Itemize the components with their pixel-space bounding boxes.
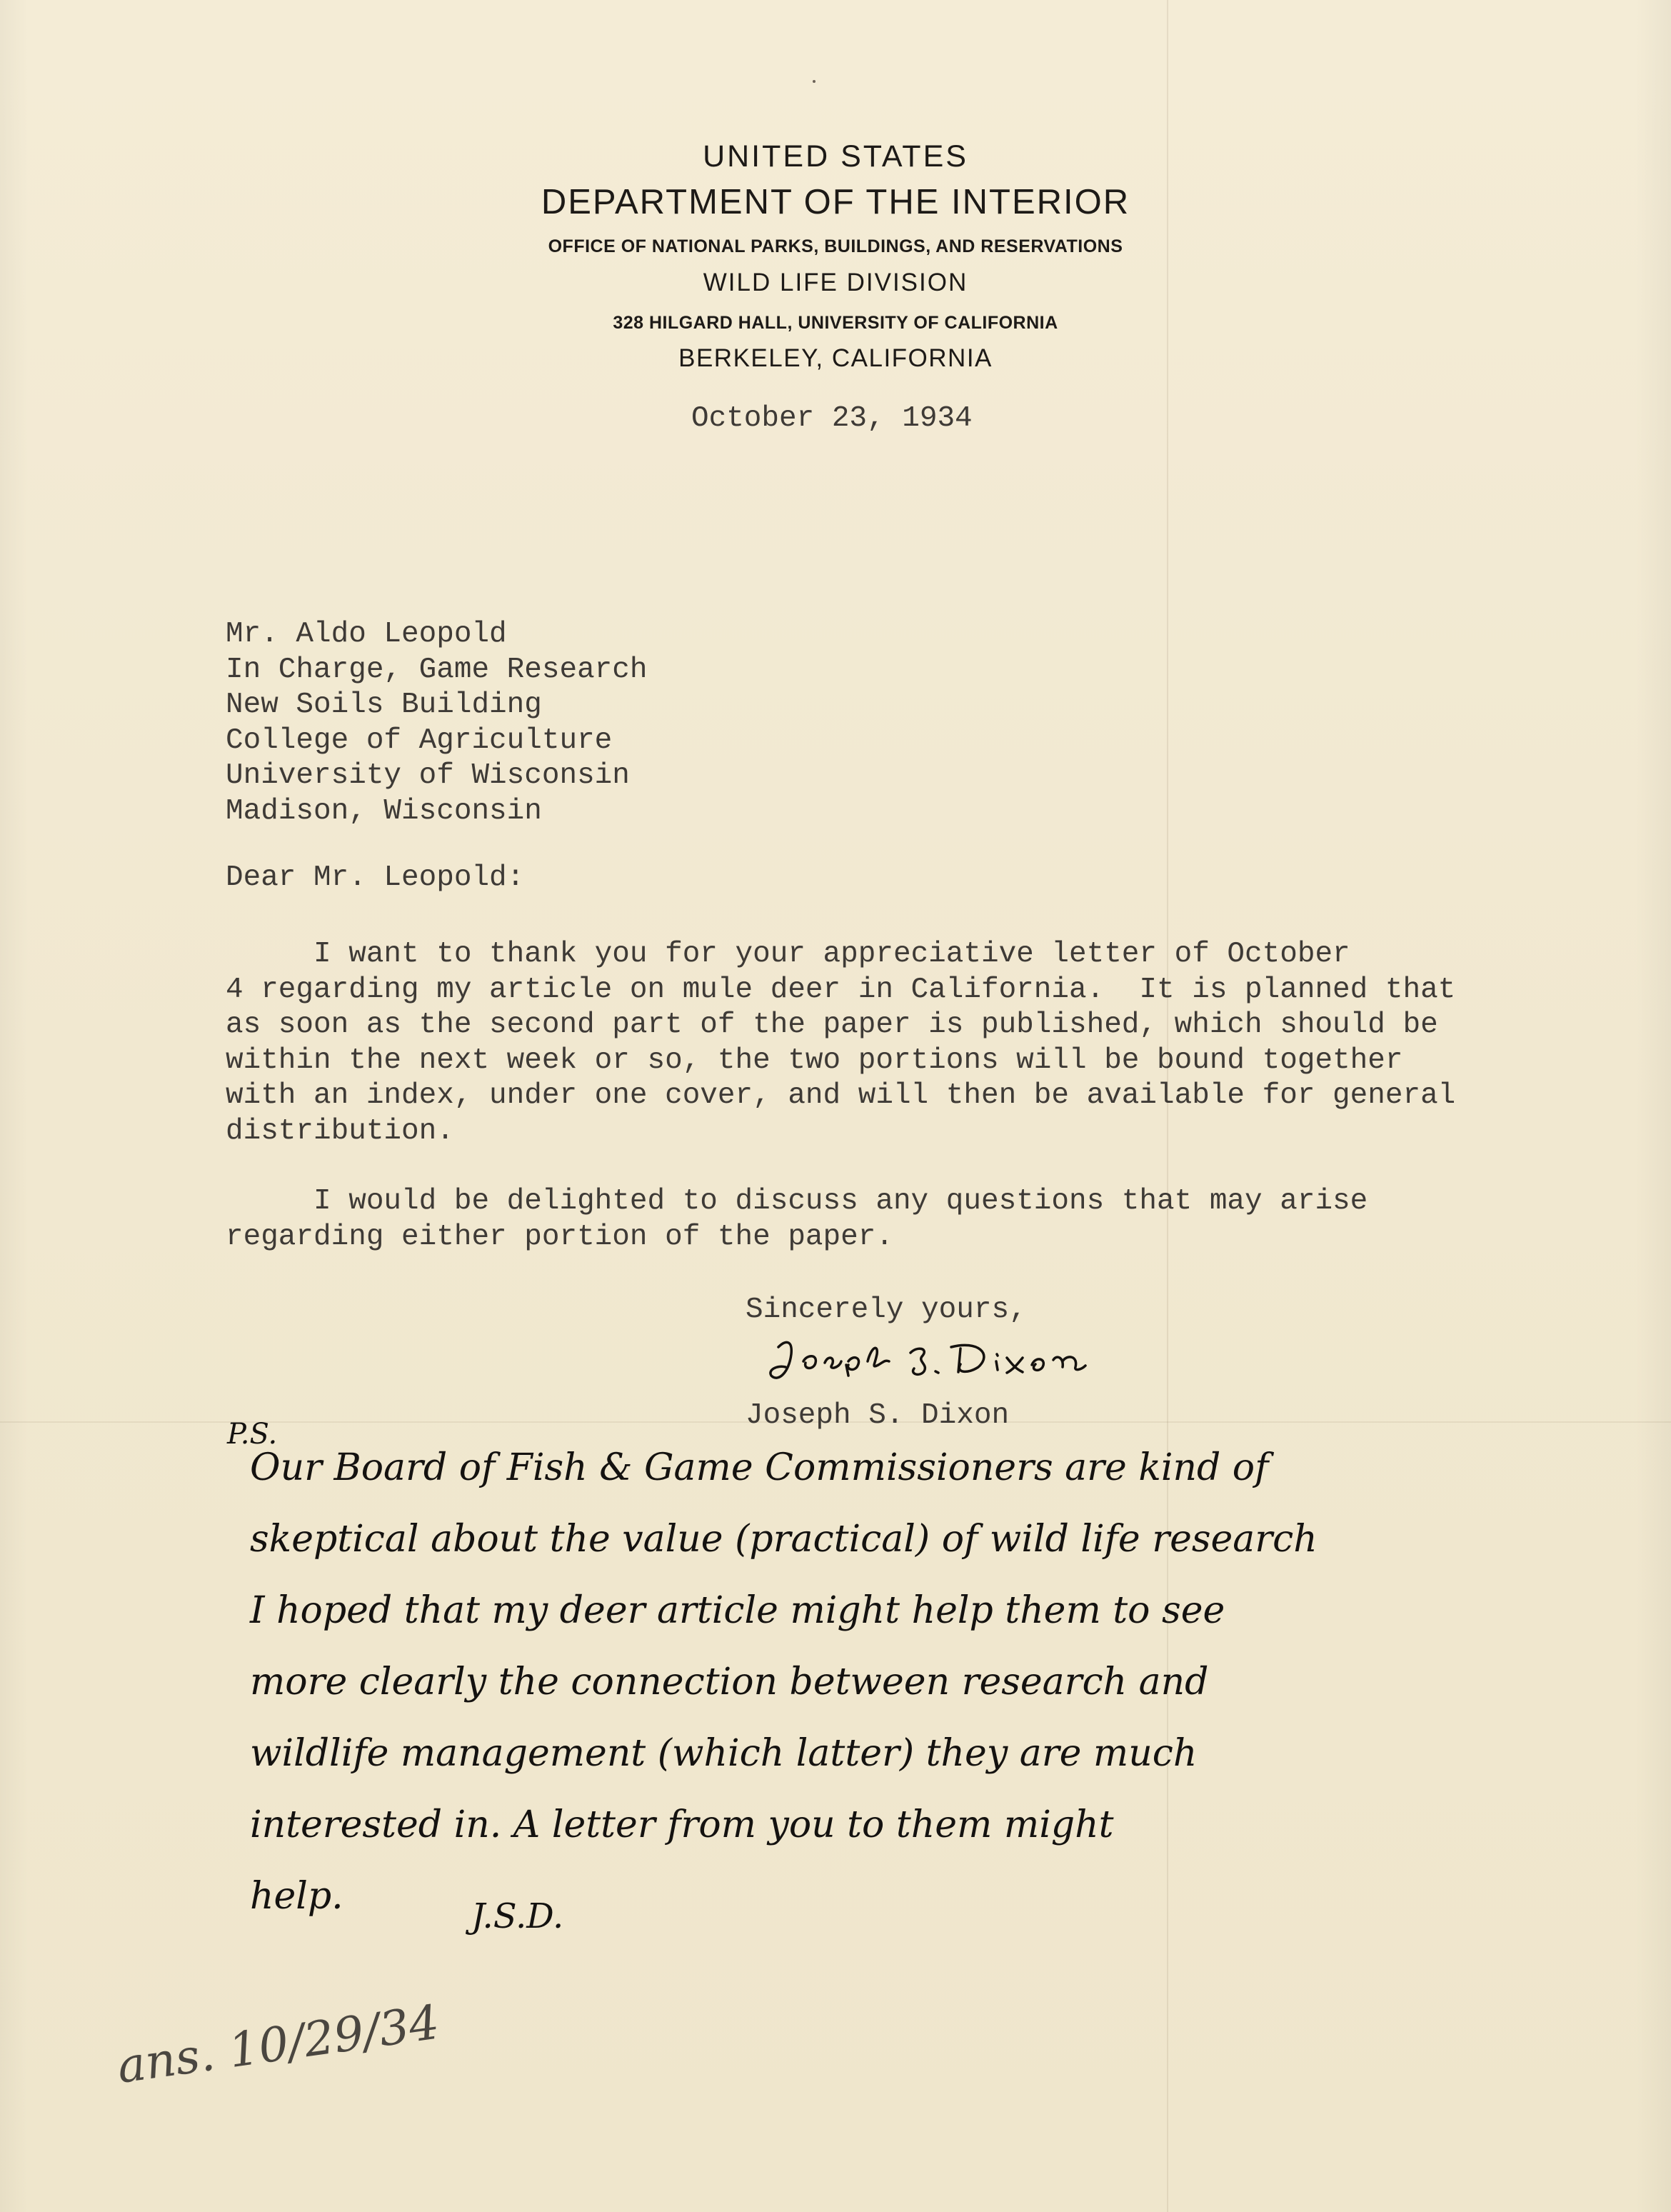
address-line: University of Wisconsin	[226, 759, 630, 792]
paper-speck	[813, 80, 816, 83]
body-line: within the next week or so, the two portions will be bound together	[226, 1044, 1403, 1077]
postscript-initials: J.S.D.	[471, 1896, 564, 1936]
postscript-line: help.	[250, 1875, 343, 1918]
body-line: I want to thank you for your appreciative letter of October	[226, 938, 1350, 971]
postscript-line: Our Board of Fish & Game Commissioners are kind of	[250, 1446, 1269, 1489]
postscript-line: interested in. A letter from you to them might	[250, 1803, 1114, 1846]
letter-date: October 23, 1934	[691, 402, 973, 435]
letterhead-office: OFFICE OF NATIONAL PARKS, BUILDINGS, AND RESERVATIONS	[548, 236, 1123, 256]
body-line: I would be delighted to discuss any questions that may arise	[226, 1185, 1368, 1218]
handwritten-signature	[764, 1333, 1164, 1390]
recipient-address	[226, 617, 648, 829]
letterhead-address: 328 HILGARD HALL, UNIVERSITY OF CALIFORNIA	[613, 313, 1058, 333]
postscript-line: I hoped that my deer article might help them to see	[250, 1589, 1225, 1632]
letterhead-city: BERKELEY, CALIFORNIA	[678, 344, 993, 372]
postscript-label: P.S.	[227, 1418, 278, 1451]
postscript-line: skeptical about the value (practical) of wild life research	[250, 1518, 1318, 1561]
address-line: In Charge, Game Research	[226, 653, 648, 686]
address-line: Madison, Wisconsin	[226, 794, 542, 828]
pencil-answered-note: ans. 10/29/34	[114, 1994, 443, 2094]
body-line: as soon as the second part of the paper is published, which should be	[226, 1009, 1438, 1041]
postscript-line: more clearly the connection between research and	[250, 1661, 1209, 1703]
closing: Sincerely yours,	[746, 1293, 1027, 1326]
letterhead-division: WILD LIFE DIVISION	[703, 269, 968, 296]
body-line: 4 regarding my article on mule deer in California. It is planned that	[226, 973, 1456, 1006]
body-paragraph-1	[226, 937, 1455, 1149]
salutation: Dear Mr. Leopold:	[226, 861, 525, 894]
address-line: New Soils Building	[226, 689, 542, 721]
body-line: regarding either portion of the paper.	[226, 1220, 893, 1253]
address-line: Mr. Aldo Leopold	[226, 618, 507, 651]
address-line: College of Agriculture	[226, 724, 613, 757]
letterhead-country: UNITED STATES	[703, 139, 968, 174]
body-paragraph-2	[226, 1184, 1368, 1255]
body-line: distribution.	[226, 1114, 454, 1148]
typed-signer-name: Joseph S. Dixon	[746, 1399, 1010, 1432]
letterhead-department: DEPARTMENT OF THE INTERIOR	[541, 183, 1130, 221]
postscript-line: wildlife management (which latter) they are much	[250, 1732, 1198, 1775]
body-line: with an index, under one cover, and will then be available for general	[226, 1079, 1456, 1112]
